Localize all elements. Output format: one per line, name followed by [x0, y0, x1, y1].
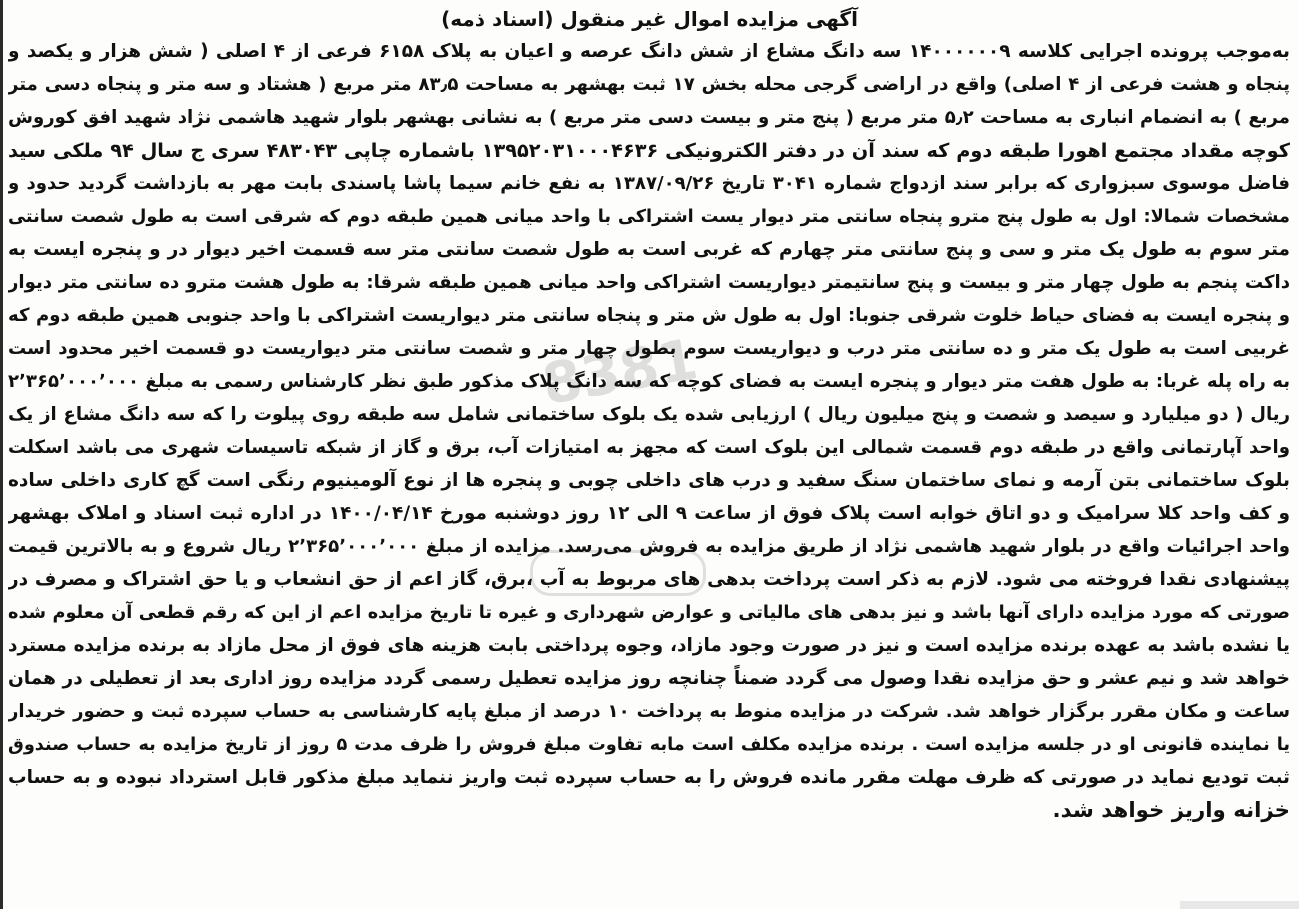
notice-body [8, 36, 1290, 896]
notice-title: آگهی مزایده اموال غیر منقول (اسناد ذمه) [441, 7, 858, 31]
notice-line: صورتی که مورد مزایده دارای آنها باشد و نیز بدهی های مالیاتی و عوارض شهرداری و غیره تا تاریخ مزایده اعم از این که رقم قطعی آن معلوم شده [8, 603, 1290, 623]
notice-line: و پنجره ایست به فضای حیاط خلوت شرقی جنوبا: اول به طول ش متر و پنجاه سانتی متر دیواریست اشتراکی با واحد جنوبی همین طبقه دوم که [8, 305, 1290, 326]
notice-line: خواهد شد و نیم عشر و حق مزایده نقدا وصول می گردد ضمناً چنانچه روز مزایده تعطیل رسمی گردد مزایده روز اداری بعد از تعطیلی در همان [8, 668, 1290, 689]
notice-line: ثبت تودیع نماید در صورتی که ظرف مهلت مقرر مانده فروش را به حساب سپرده ثبت واریز ننماید مبلغ مذکور قابل استرداد نبوده و به حساب [8, 767, 1290, 788]
notice-line: داکت پنجم به طول چهار متر و بیست و پنج سانتیمتر دیواریست اشتراکی واحد میانی همین طبقه شرقا: به طول هشت مترو ده سانتی متر دیوار [8, 272, 1290, 293]
notice-line: واحد آپارتمانی واقع در طبقه دوم قسمت شمالی این بلوک است که مجهز به امتیازات آب، برق و گاز از شبکه تاسیسات شهری می باشد اسکلت [8, 437, 1290, 458]
watermark-number: 8381 [537, 326, 703, 419]
notice-line: یا نماینده قانونی او در جلسه مزایده است . برنده مزایده مکلف است مابه تفاوت مبلغ فروش را ظرف مدت ۵ روز از تاریخ مزایده به حساب صندوق [8, 735, 1290, 755]
notice-line: به راه پله غربا: به طول هفت متر دیوار و پنجره ایست به فضای کوچه که سه دانگ پلاک مذکور طبق نظر کارشناس رسمی به مبلغ ۲٬۳۶۵٬۰۰۰٬۰۰۰ [8, 371, 1290, 392]
notice-line-last: خزانه واریز خواهد شد. [1052, 798, 1290, 823]
notice-line: مشخصات شمالا: اول به طول پنج مترو پنجاه سانتی متر دیوار یست اشتراکی با واحد میانی همین طبقه دوم که شرقی است به طول شصت سانتی [8, 207, 1290, 227]
notice-line: ریال ( دو میلیارد و سیصد و شصت و پنج میلیون ریال ) ارزیابی شده یک بلوک ساختمانی شامل سه طبقه روی پیلوت را که سه دانگ مشاع از یک [8, 404, 1290, 425]
notice-line: فاضل موسوی سبزواری که برابر سند ازدواج شماره ۳۰۴۱ تاریخ ۱۳۸۷/۰۹/۲۶ به نفع خانم سیما پاشا پاسندی بابت مهر به بازداشت گردید حدود و [8, 173, 1290, 194]
page-corner-shade [1180, 901, 1299, 909]
notice-line: و کف واحد کلا سرامیک و دو اتاق خوابه است پلاک فوق از ساعت ۹ الی ۱۲ روز دوشنبه مورخ ۱۴۰۰/۰۴/۱۴ در اداره ثبت اسناد و املاک بهشهر [8, 503, 1290, 524]
notice-line: پیشنهادی نقدا فروخته می شود. لازم به ذکر است پرداخت بدهی های مربوط به آب ،برق، گاز اعم از حق انشعاب و یا حق اشتراک و مصرف در [8, 569, 1290, 590]
page-edge-rule [0, 0, 3, 909]
notice-line: پنجاه و هشت فرعی از ۴ اصلی) واقع در اراضی گرجی محله بخش ۱۷ ثبت بهشهر به مساحت ۸۳٫۵ متر مربع ( هشتاد و سه متر و پنجاه دسی متر [8, 74, 1290, 95]
notice-line: کوچه مقداد مجتمع اهورا طبقه دوم که سند آن در دفتر الکترونیکی ۱۳۹۵۲۰۳۱۰۰۰۴۶۳۶ باشماره چاپی ۴۸۳۰۴۳ سری ج سال ۹۴ ملکی سید [8, 139, 1290, 162]
notice-line: ساعت و مکان مقرر برگزار خواهد شد. شرکت در مزایده منوط به پرداخت ۱۰ درصد از مبلغ پایه کارشناسی به حساب سپرده ثبت و حضور خریدار [8, 701, 1290, 722]
notice-line: بلوک ساختمانی بتن آرمه و نمای ساختمان سنگ سفید و درب های داخلی چوبی و پنجره ها از نوع آلومینیوم رنگی است گچ کاری داخلی ساده [8, 470, 1290, 491]
notice-line: غربیی است به طول یک متر و ده سانتی متر درب و دیواریست سوم بطول چهار متر و شصت سانتی متر دیواریست دو قسمت اخیر محدود است [8, 338, 1290, 359]
notice-line: مربع ) به انضمام انباری به مساحت ۵٫۲ متر مربع ( پنج متر و بیست دسی متر مربع ) به نشانی بهشهر بلوار شهید هاشمی نژاد شهید افق کوروش [8, 107, 1290, 128]
notice-line: واحد اجرائیات واقع در بلوار شهید هاشمی نژاد از طریق مزایده به فروش می‌رسد. مزایده از مبلغ ۲٬۳۶۵٬۰۰۰٬۰۰۰ ریال شروع و به بالاترین قیمت [8, 536, 1290, 557]
notice-line: متر سوم به طول یک متر و سی و پنج سانتی متر چهارم که غربی است به طول شصت سانتی متر سه قسمت اخیر دیوار در و پنجره ایست به [8, 239, 1290, 260]
notice-line: به‌موجب پرونده اجرایی کلاسه ۱۴۰۰۰۰۰۰۹ سه دانگ مشاع از شش دانگ عرصه و اعیان به پلاک ۶۱۵۸ فرعی از ۴ اصلی ( شش هزار و یکصد و [8, 41, 1290, 62]
notice-line: یا نشده باشد به عهده برنده مزایده است و نیز در صورت وجود مازاد، وجوه پرداختی بابت هزینه های فوق از محل مازاد به برنده مزایده مسترد [8, 635, 1290, 656]
